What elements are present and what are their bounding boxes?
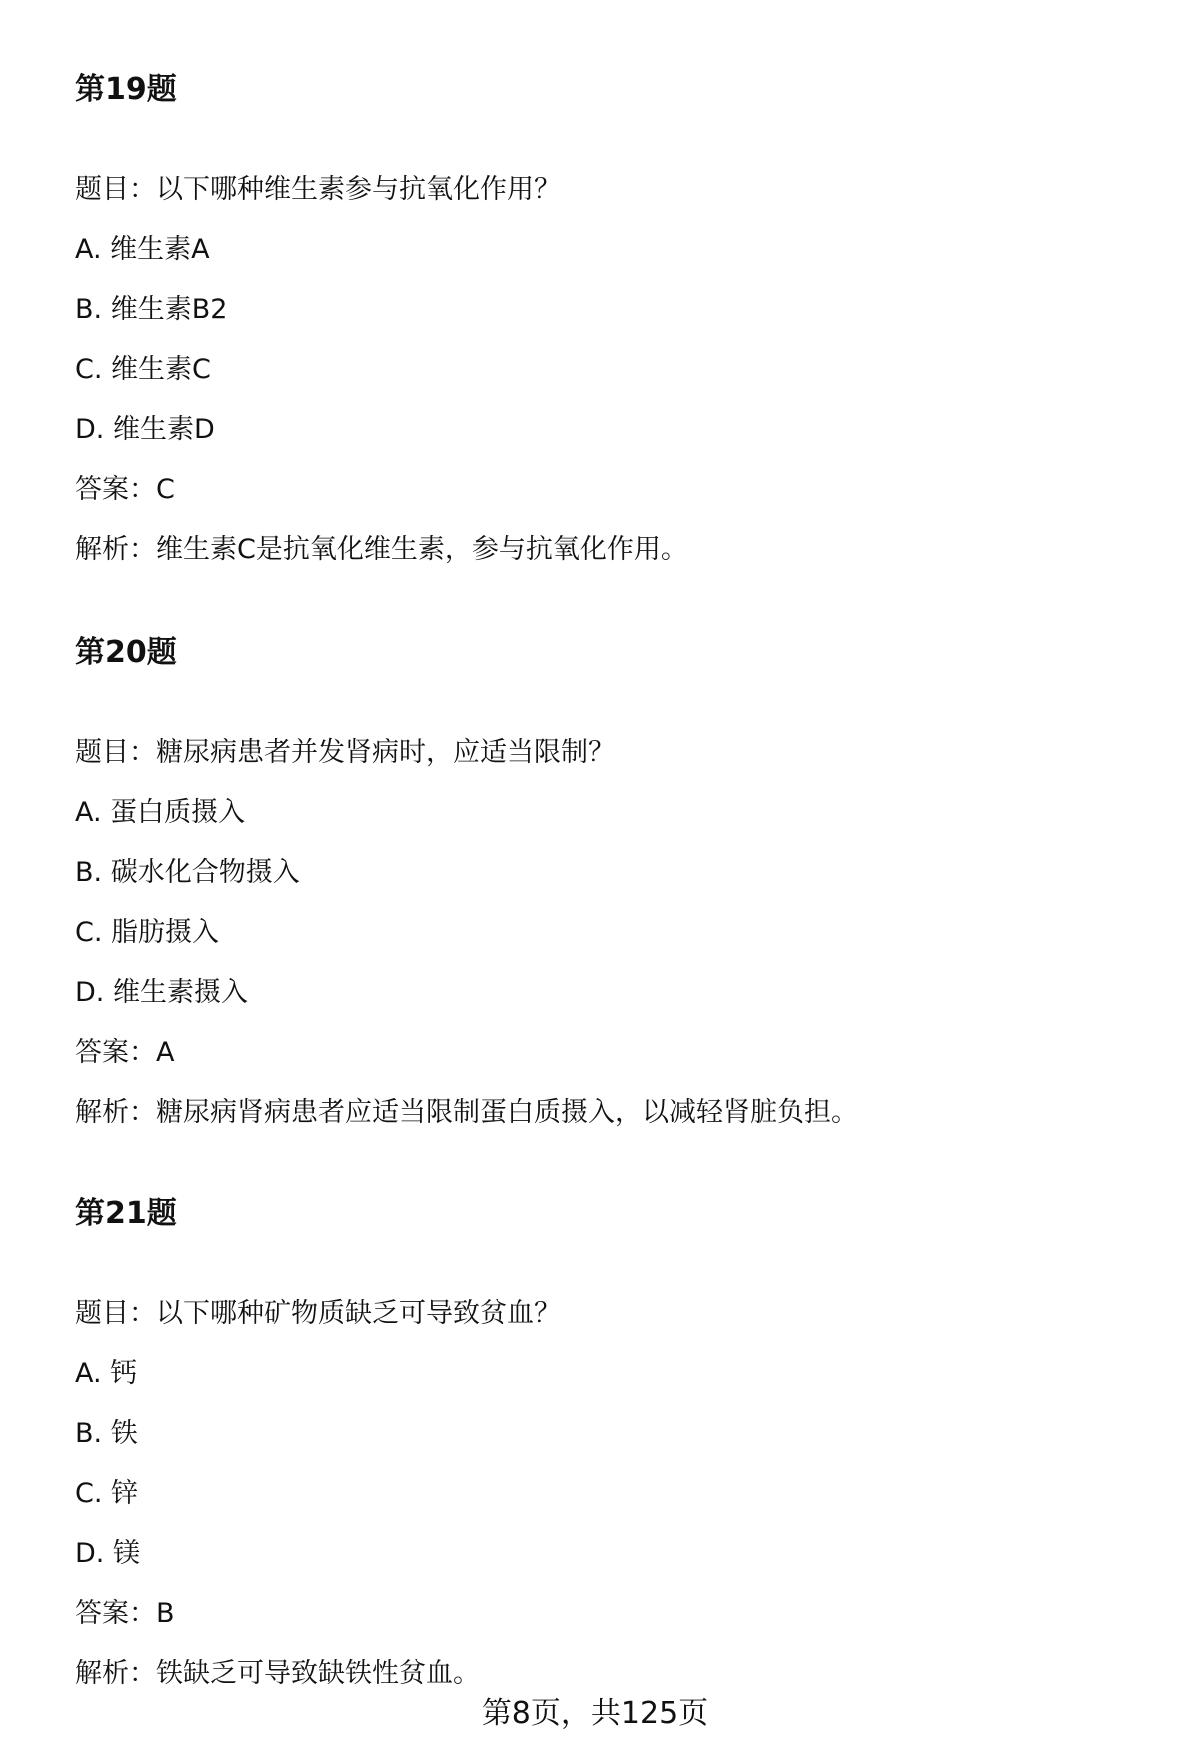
answer-text: 答案：A [75, 1037, 175, 1068]
question-block [75, 1194, 1115, 1689]
option-d: D. 维生素摄入 [75, 977, 248, 1008]
question-block [75, 633, 1115, 1128]
question-stem: 题目：以下哪种矿物质缺乏可导致贫血？ [75, 1298, 561, 1329]
option-c: C. 维生素C [75, 354, 211, 385]
explanation-text: 解析：铁缺乏可导致缺铁性贫血。 [75, 1658, 480, 1689]
answer-text: 答案：B [75, 1598, 175, 1629]
option-a: A. 维生素A [75, 234, 210, 265]
page-number: 第8页，共125页 [481, 1696, 709, 1731]
option-a: A. 钙 [75, 1358, 138, 1389]
option-b: B. 铁 [75, 1418, 138, 1449]
option-b: B. 碳水化合物摄入 [75, 857, 300, 888]
option-b: B. 维生素B2 [75, 294, 228, 325]
explanation-text: 解析：糖尿病肾病患者应适当限制蛋白质摄入，以减轻肾脏负担。 [75, 1097, 858, 1128]
explanation-text: 解析：维生素C是抗氧化维生素，参与抗氧化作用。 [75, 534, 688, 565]
question-title: 第19题 [75, 72, 177, 107]
question-stem: 题目：糖尿病患者并发肾病时，应适当限制？ [75, 737, 615, 768]
question-title: 第21题 [75, 1196, 177, 1231]
question-title: 第20题 [75, 635, 177, 670]
option-c: C. 锌 [75, 1478, 139, 1509]
question-block [75, 70, 1115, 565]
option-d: D. 镁 [75, 1538, 140, 1569]
option-a: A. 蛋白质摄入 [75, 797, 246, 828]
question-stem: 题目：以下哪种维生素参与抗氧化作用？ [75, 174, 561, 205]
option-c: C. 脂肪摄入 [75, 917, 220, 948]
answer-text: 答案：C [75, 474, 175, 505]
option-d: D. 维生素D [75, 414, 215, 445]
